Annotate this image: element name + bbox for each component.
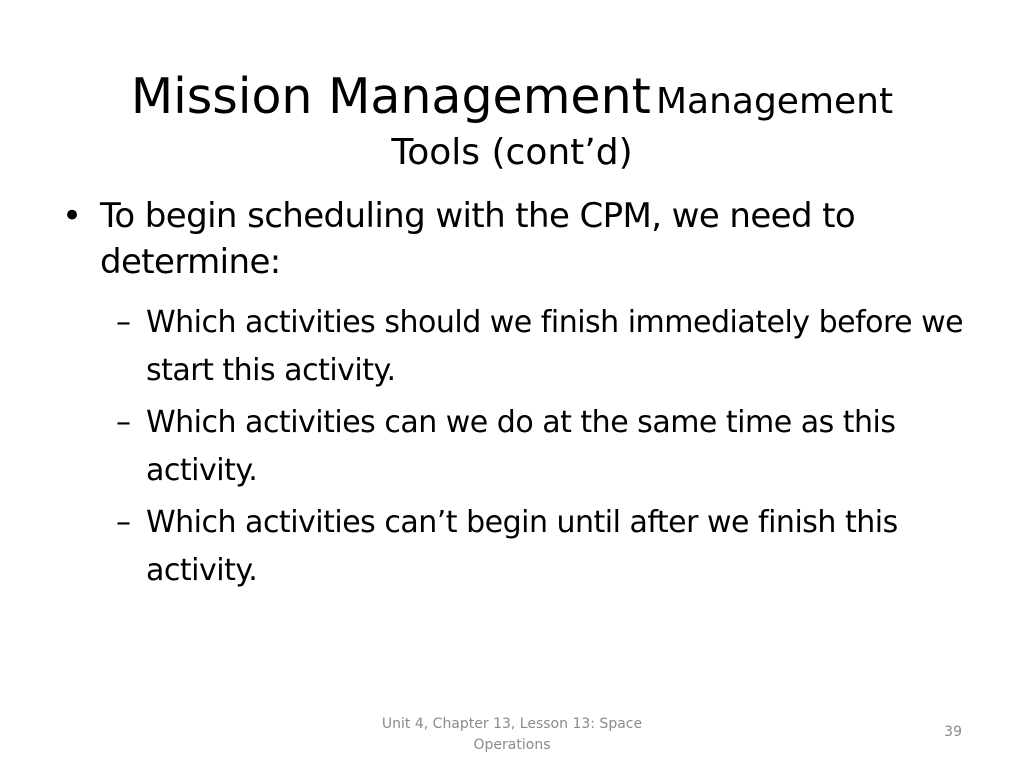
dash-icon: – [116, 305, 131, 341]
dash-icon: – [116, 505, 131, 541]
slide-body [60, 193, 980, 599]
sub-bullet-text: Which activities can we do at the same time as this activity. [146, 405, 896, 489]
sub-bullet [60, 399, 980, 495]
main-bullet-text: To begin scheduling with the CPM, we need to determine: [100, 196, 856, 283]
footer-caption: Unit 4, Chapter 13, Lesson 13: Space Operations [381, 716, 643, 753]
sub-bullet-text: Which activities should we finish immediately before we start this activity. [146, 305, 964, 389]
sub-bullet-text: Which activities can’t begin until after we finish this activity. [146, 505, 898, 589]
sub-bullet [60, 299, 980, 395]
title-sub-part1: Management [655, 81, 894, 122]
sub-bullet [60, 499, 980, 595]
title-sub-part2: Tools (cont’d) [391, 132, 633, 173]
title-main: Mission Management [130, 68, 651, 125]
bullet-dot-icon: • [62, 196, 82, 236]
slide-title [60, 68, 964, 173]
dash-icon: – [116, 405, 131, 441]
sub-bullet-list [60, 299, 980, 595]
page-number: 39 [944, 724, 962, 740]
main-bullet [60, 193, 980, 285]
